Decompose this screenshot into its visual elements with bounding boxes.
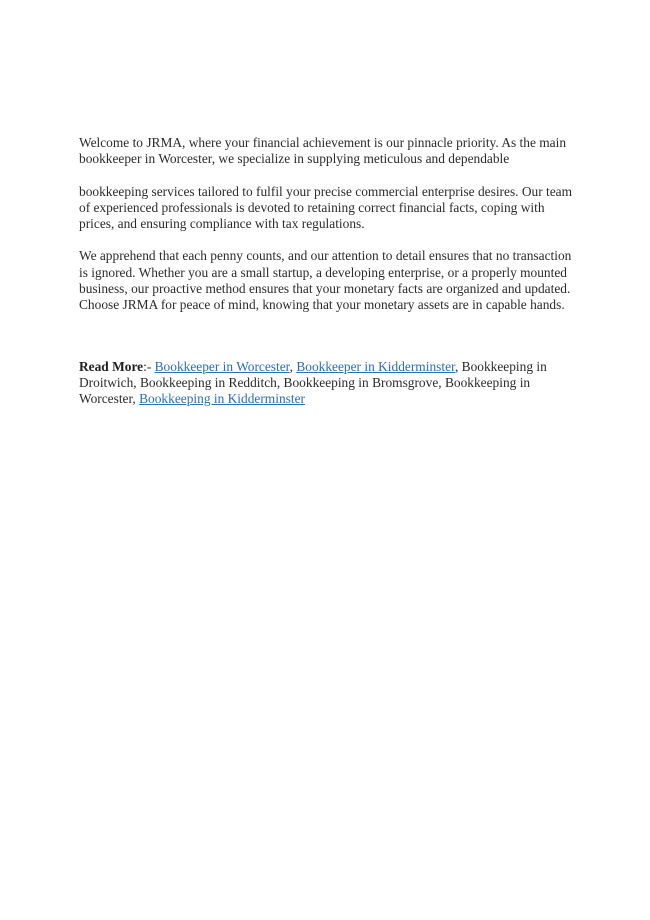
intro-paragraph: Welcome to JRMA, where your financial achievement is our pinnacle priority. As the main bookkeeper in Worcester, we specialize in supplying meticulous and dependable [79, 135, 567, 167]
link-bookkeeper-worcester[interactable]: Bookkeeper in Worcester [154, 358, 290, 374]
approach-paragraph: We apprehend that each penny counts, and our attention to detail ensures that no transaction is ignored. Whether you are a small startup, a developing enterprise, or a properly mounted business, our proactive method ensures that your monetary facts are organized and updated. Choose JRMA for peace of mind, knowing that your monetary assets are in capable hands. [79, 248, 572, 313]
read-more-section [79, 359, 579, 408]
link-bookkeeping-kidderminster[interactable]: Bookkeeping in Kidderminster [139, 391, 305, 407]
read-more-text: , [289, 358, 297, 374]
link-bookkeeper-kidderminster[interactable]: Bookkeeper in Kidderminster [296, 358, 455, 374]
services-paragraph: bookkeeping services tailored to fulfil your precise commercial enterprise desires. Our team of experienced professionals is devoted to retaining correct financial facts, coping with prices, and ensuring compliance with tax regulations. [79, 183, 573, 232]
document-body [79, 135, 579, 408]
read-more-text: , Bookkeeping in Droitwich, Bookkeeping in Redditch, Bookkeeping in Bromsgrove, Bookkeeping in Worcester, [79, 358, 547, 407]
read-more-separator: :- [143, 358, 155, 374]
read-more-label: Read More [79, 358, 144, 374]
